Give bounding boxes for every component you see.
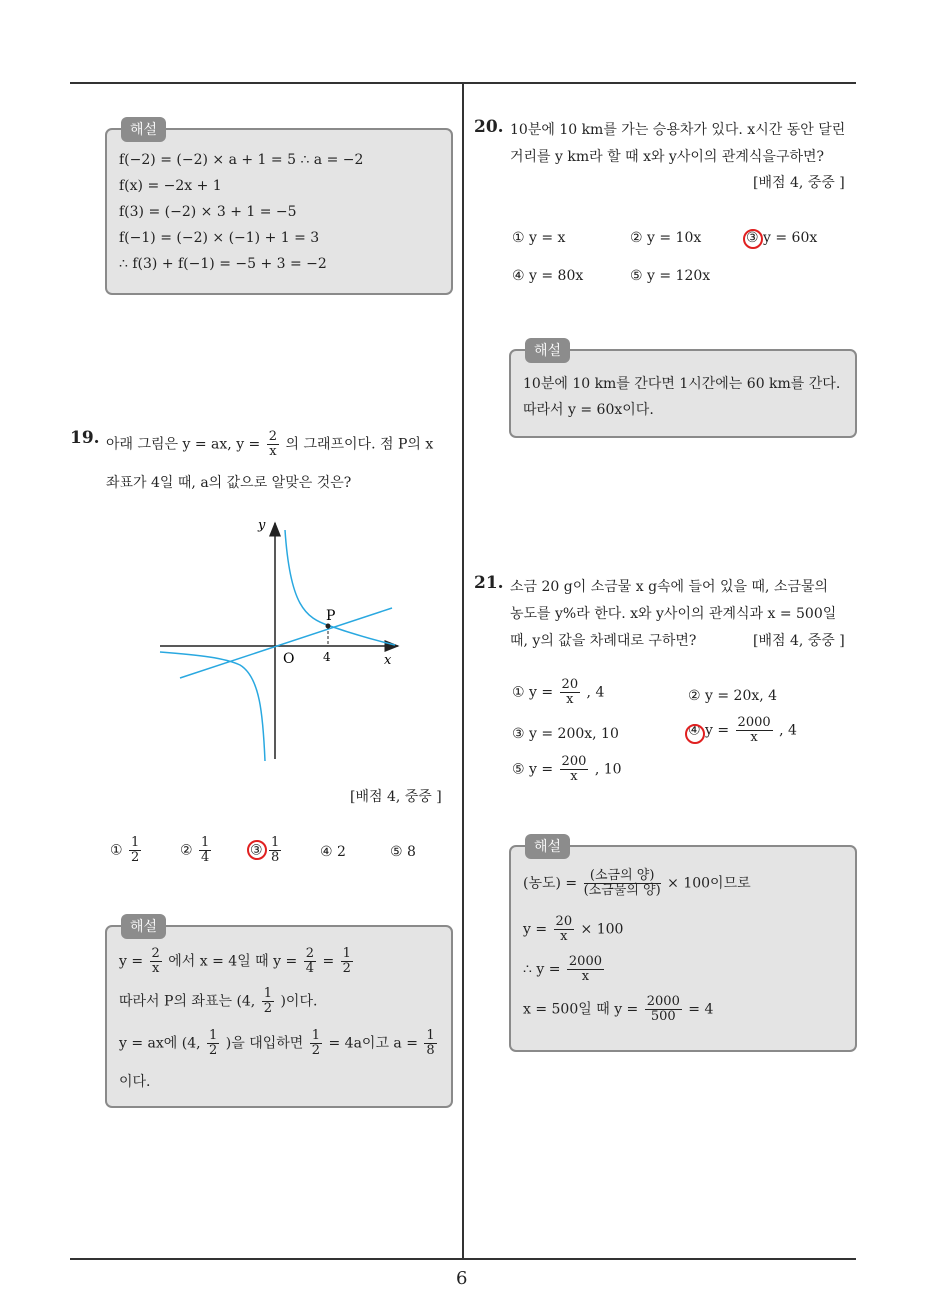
q21-choice-1: ① y = $\frac{20}{x}$ , 4 (512, 677, 605, 707)
q20-sol-line-2: 따라서 y = 60x이다. (523, 402, 654, 418)
q20-sol-line-1: 10분에 10 km를 간다면 1시간에는 60 km를 간다. (523, 376, 841, 392)
q20-solution-box (509, 343, 857, 438)
q19-choice-4: ④ 2 (320, 844, 346, 860)
q20-choice-5: ⑤ y = 120x (630, 268, 711, 284)
q20-choice-2: ② y = 10x (630, 230, 702, 246)
q21-sol-line-4: x = 500일 때 y = $\frac{2000}{500}$ = 4 (523, 994, 714, 1024)
q19-solution-box (105, 919, 453, 1108)
q19-graph (150, 515, 410, 765)
hyperbola-right (285, 530, 395, 645)
explain-tag: 해설 (121, 914, 166, 939)
q21-sol-line-2: y = $\frac{20}{x}$ × 100 (523, 914, 624, 944)
q20-choice-4: ④ y = 80x (512, 268, 584, 284)
hyperbola-left (160, 652, 265, 761)
q18-solution-box (105, 122, 453, 295)
y-axis-label: y (258, 518, 266, 533)
q18-sol-line-4: f(−1) = (−2) × (−1) + 1 = 3 (119, 230, 320, 246)
q18-sol-line-5: ∴ f(3) + f(−1) = −5 + 3 = −2 (119, 256, 327, 272)
origin-label: O (283, 651, 295, 667)
q21-sol-line-1: (농도) = $\frac{\text{(소금의 양)}}{\text{(소금물의 양)}}$ × 100이므로 (523, 868, 751, 898)
q21-line-1: 소금 20 g이 소금물 x g속에 들어 있을 때, 소금물의 (510, 579, 829, 595)
column-divider (462, 82, 464, 1259)
bottom-rule (70, 1258, 856, 1260)
point-p (326, 624, 331, 629)
explain-tag: 해설 (121, 117, 166, 142)
q20-line-2: 거리를 y km라 할 때 x와 y사이의 관계식을구하면? (510, 149, 825, 165)
q18-sol-line-2: f(x) = −2x + 1 (119, 178, 222, 194)
q18-sol-line-3: f(3) = (−2) × 3 + 1 = −5 (119, 204, 297, 220)
point-p-label: P (326, 608, 336, 624)
q21-solution-box (509, 839, 857, 1052)
q19-line-1: 아래 그림은 y = ax, y = $\frac{2}{x}$ 의 그래프이다. 점 P의 x (106, 429, 434, 459)
q19-sol-line-1: y = $\frac{2}{x}$ 에서 x = 4일 때 y = $\frac{2}{4}$ = $\frac{1}{2}$ (119, 946, 351, 976)
q21-line-3: 때, y의 값을 차례대로 구하면? (510, 633, 697, 649)
q19-sol-line-2: 따라서 P의 좌표는 (4, $\frac{1}{2}$ )이다. (119, 986, 318, 1016)
q20-score: [배점 4, 중중 ] (753, 175, 845, 191)
q21-choice-2: ② y = 20x, 4 (688, 688, 778, 704)
q19-choice-3: ③ $\frac{1}{8}$ (250, 835, 280, 865)
q19-number: 19. (70, 428, 100, 448)
q21-sol-line-3: ∴ y = $\frac{2000}{x}$ (523, 954, 602, 984)
q19-sol-line-4: 이다. (119, 1074, 151, 1090)
tick-4-label: 4 (323, 650, 331, 664)
page-number: 6 (456, 1268, 468, 1289)
q19-choice-1: ① $\frac{1}{2}$ (110, 835, 140, 865)
q18-sol-line-1: f(−2) = (−2) × a + 1 = 5 ∴ a = −2 (119, 152, 364, 168)
line-y-ax (180, 608, 392, 678)
q21-choice-3: ③ y = 200x, 10 (512, 726, 619, 742)
q20-number: 20. (474, 117, 504, 137)
q21-number: 21. (474, 573, 504, 593)
q19-choice-2: ② $\frac{1}{4}$ (180, 835, 210, 865)
answer-mark-q19 (247, 840, 267, 860)
q21-choice-4: ④ y = $\frac{2000}{x}$ , 4 (688, 715, 797, 745)
q20-choice-3: ③ y = 60x (746, 230, 818, 246)
x-axis-label: x (384, 653, 392, 668)
q20-choice-1: ① y = x (512, 230, 566, 246)
q20-line-1: 10분에 10 km를 가는 승용차가 있다. x시간 동안 달린 (510, 122, 846, 138)
q19-sol-line-3: y = ax에 (4, $\frac{1}{2}$ )을 대입하면 $\frac{1}{2}$ = 4a이고 a = $\frac{1}{8}$ (119, 1028, 435, 1058)
q21-score: [배점 4, 중중 ] (753, 633, 845, 649)
q19-score: [배점 4, 중중 ] (350, 789, 442, 805)
q19-line-2: 좌표가 4일 때, a의 값으로 알맞은 것은? (106, 475, 352, 491)
explain-tag: 해설 (525, 834, 570, 859)
q21-choice-5: ⑤ y = $\frac{200}{x}$ , 10 (512, 754, 622, 784)
answer-mark-q21 (685, 724, 705, 744)
q19-choice-5: ⑤ 8 (390, 844, 416, 860)
answer-mark-q20 (743, 229, 763, 249)
q21-line-2: 농도를 y%라 한다. x와 y사이의 관계식과 x = 500일 (510, 606, 837, 622)
explain-tag: 해설 (525, 338, 570, 363)
fraction: $\frac{2}{x}$ (268, 429, 278, 459)
